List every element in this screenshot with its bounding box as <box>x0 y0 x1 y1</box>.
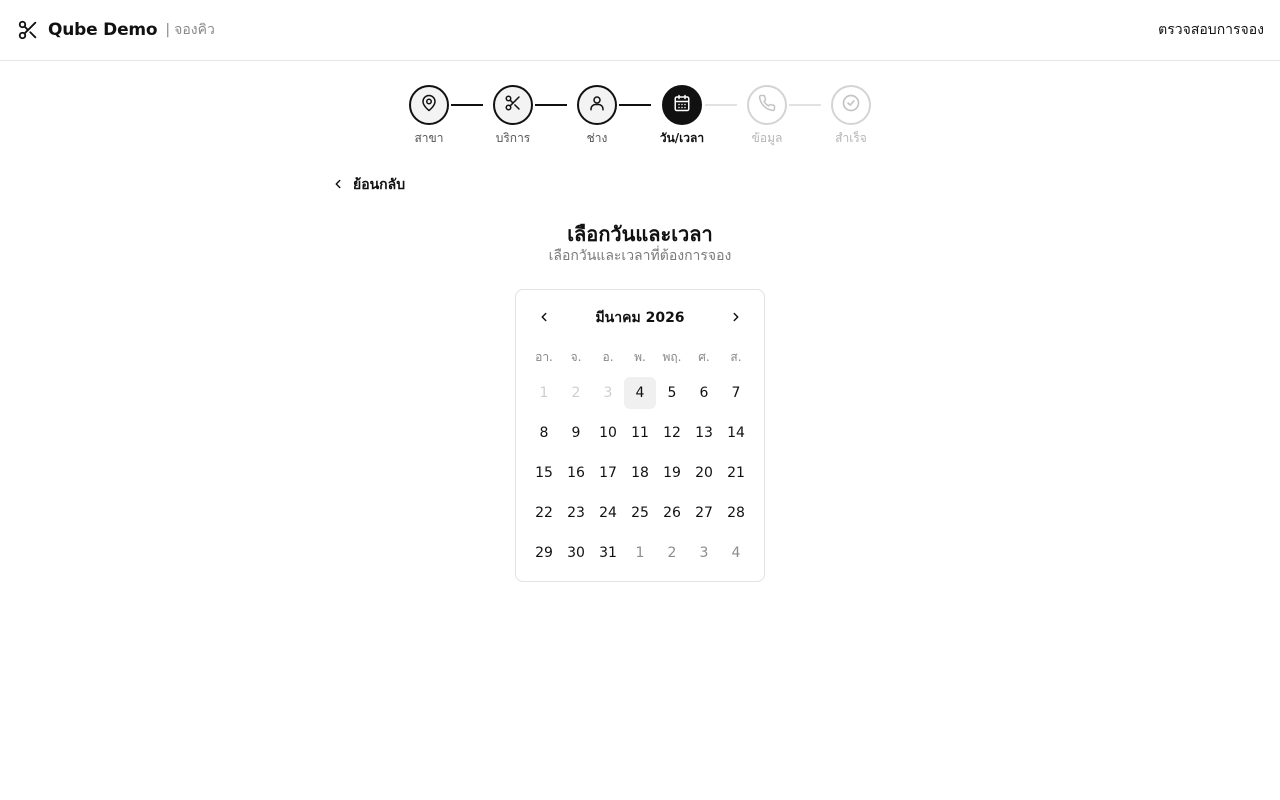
step-connector <box>705 104 737 106</box>
calendar-day[interactable]: 23 <box>567 505 585 521</box>
step-label: ข้อมูล <box>751 131 783 145</box>
phone-icon <box>758 94 776 116</box>
chevron-left-icon <box>331 176 345 195</box>
calendar-week-row <box>528 497 752 537</box>
calendar-day[interactable]: 21 <box>727 465 745 481</box>
previous-month-button[interactable] <box>530 304 558 332</box>
step-branch[interactable] <box>399 85 459 148</box>
step-label: สำเร็จ <box>835 131 867 145</box>
calendar-day[interactable]: 17 <box>599 465 617 481</box>
page-title: เลือกวันและเวลา <box>567 222 713 246</box>
step-circle <box>409 85 449 125</box>
calendar-day[interactable]: 16 <box>567 465 585 481</box>
calendar-month-label: มีนาคม 2026 <box>595 310 685 326</box>
calendar-day[interactable]: 3 <box>699 545 709 561</box>
user-icon <box>588 94 606 116</box>
calendar-day[interactable]: 11 <box>631 425 649 441</box>
calendar-day-today[interactable]: 4 <box>624 377 656 409</box>
calendar-header <box>516 304 764 332</box>
calendar-day[interactable]: 15 <box>535 465 553 481</box>
weekday-label: อา. <box>535 350 553 364</box>
brand[interactable] <box>17 19 215 41</box>
calendar-day[interactable]: 30 <box>567 545 585 561</box>
back-label: ย้อนกลับ <box>353 177 406 193</box>
calendar-day[interactable]: 9 <box>571 425 581 441</box>
calendar-day[interactable]: 4 <box>731 545 741 561</box>
brand-subtitle: จองคิว <box>174 22 215 38</box>
step-circle <box>831 85 871 125</box>
calendar-week-row <box>528 417 752 457</box>
back-button[interactable] <box>331 174 405 196</box>
calendar-day[interactable]: 1 <box>635 545 645 561</box>
step-connector <box>789 104 821 106</box>
calendar-day[interactable]: 14 <box>727 425 745 441</box>
calendar-day[interactable]: 12 <box>663 425 681 441</box>
step-service[interactable] <box>483 85 543 148</box>
calendar-day: 2 <box>571 385 581 401</box>
date-picker-calendar <box>515 289 765 582</box>
step-datetime[interactable] <box>652 85 712 148</box>
calendar-icon <box>673 94 691 116</box>
calendar-week-row <box>528 457 752 497</box>
step-connector <box>535 104 567 106</box>
calendar-day: 1 <box>539 385 549 401</box>
weekday-header-row <box>528 348 752 367</box>
weekday-label: พ. <box>634 350 646 364</box>
calendar-day[interactable]: 19 <box>663 465 681 481</box>
calendar-day[interactable]: 24 <box>599 505 617 521</box>
calendar-day[interactable]: 8 <box>539 425 549 441</box>
weekday-label: จ. <box>570 350 582 364</box>
step-label: สาขา <box>414 131 444 145</box>
calendar-day[interactable]: 26 <box>663 505 681 521</box>
calendar-day[interactable]: 10 <box>599 425 617 441</box>
calendar-day[interactable]: 6 <box>699 385 709 401</box>
next-month-button[interactable] <box>722 304 750 332</box>
calendar-day[interactable]: 20 <box>695 465 713 481</box>
scissors-logo-icon <box>17 19 39 41</box>
scissors-icon <box>504 94 522 116</box>
brand-name: Qube Demo <box>48 20 158 40</box>
step-circle <box>747 85 787 125</box>
step-connector <box>451 104 483 106</box>
calendar-day[interactable]: 2 <box>667 545 677 561</box>
step-circle <box>493 85 533 125</box>
weekday-label: อ. <box>602 350 614 364</box>
step-connector <box>619 104 651 106</box>
brand-separator: | <box>165 22 171 38</box>
weekday-label: ส. <box>730 350 742 364</box>
calendar-day[interactable]: 25 <box>631 505 649 521</box>
step-done <box>821 85 881 148</box>
map-pin-icon <box>420 94 438 116</box>
step-staff[interactable] <box>567 85 627 148</box>
check-circle-icon <box>841 93 861 117</box>
calendar-day[interactable]: 18 <box>631 465 649 481</box>
calendar-day[interactable]: 13 <box>695 425 713 441</box>
calendar-day[interactable]: 7 <box>731 385 741 401</box>
step-info <box>737 85 797 148</box>
step-label: ช่าง <box>586 131 608 145</box>
calendar-day-grid <box>528 377 752 577</box>
step-circle <box>577 85 617 125</box>
calendar-day[interactable]: 28 <box>727 505 745 521</box>
calendar-week-row <box>528 537 752 577</box>
calendar-day: 3 <box>603 385 613 401</box>
weekday-label: พฤ. <box>662 350 682 364</box>
booking-stepper <box>409 85 871 147</box>
step-circle <box>662 85 702 125</box>
calendar-day[interactable]: 22 <box>535 505 553 521</box>
check-booking-link[interactable]: ตรวจสอบการจอง <box>1158 22 1264 38</box>
calendar-week-row <box>528 377 752 417</box>
calendar-day[interactable]: 31 <box>599 545 617 561</box>
calendar-day[interactable]: 5 <box>667 385 677 401</box>
step-label: วัน/เวลา <box>659 131 705 145</box>
page-subtitle: เลือกวันและเวลาที่ต้องการจอง <box>548 248 732 264</box>
chevron-left-icon <box>537 309 551 328</box>
chevron-right-icon <box>729 309 743 328</box>
calendar-day[interactable]: 27 <box>695 505 713 521</box>
calendar-day[interactable]: 29 <box>535 545 553 561</box>
step-label: บริการ <box>495 131 531 145</box>
weekday-label: ศ. <box>698 350 710 364</box>
app-header <box>0 0 1280 61</box>
